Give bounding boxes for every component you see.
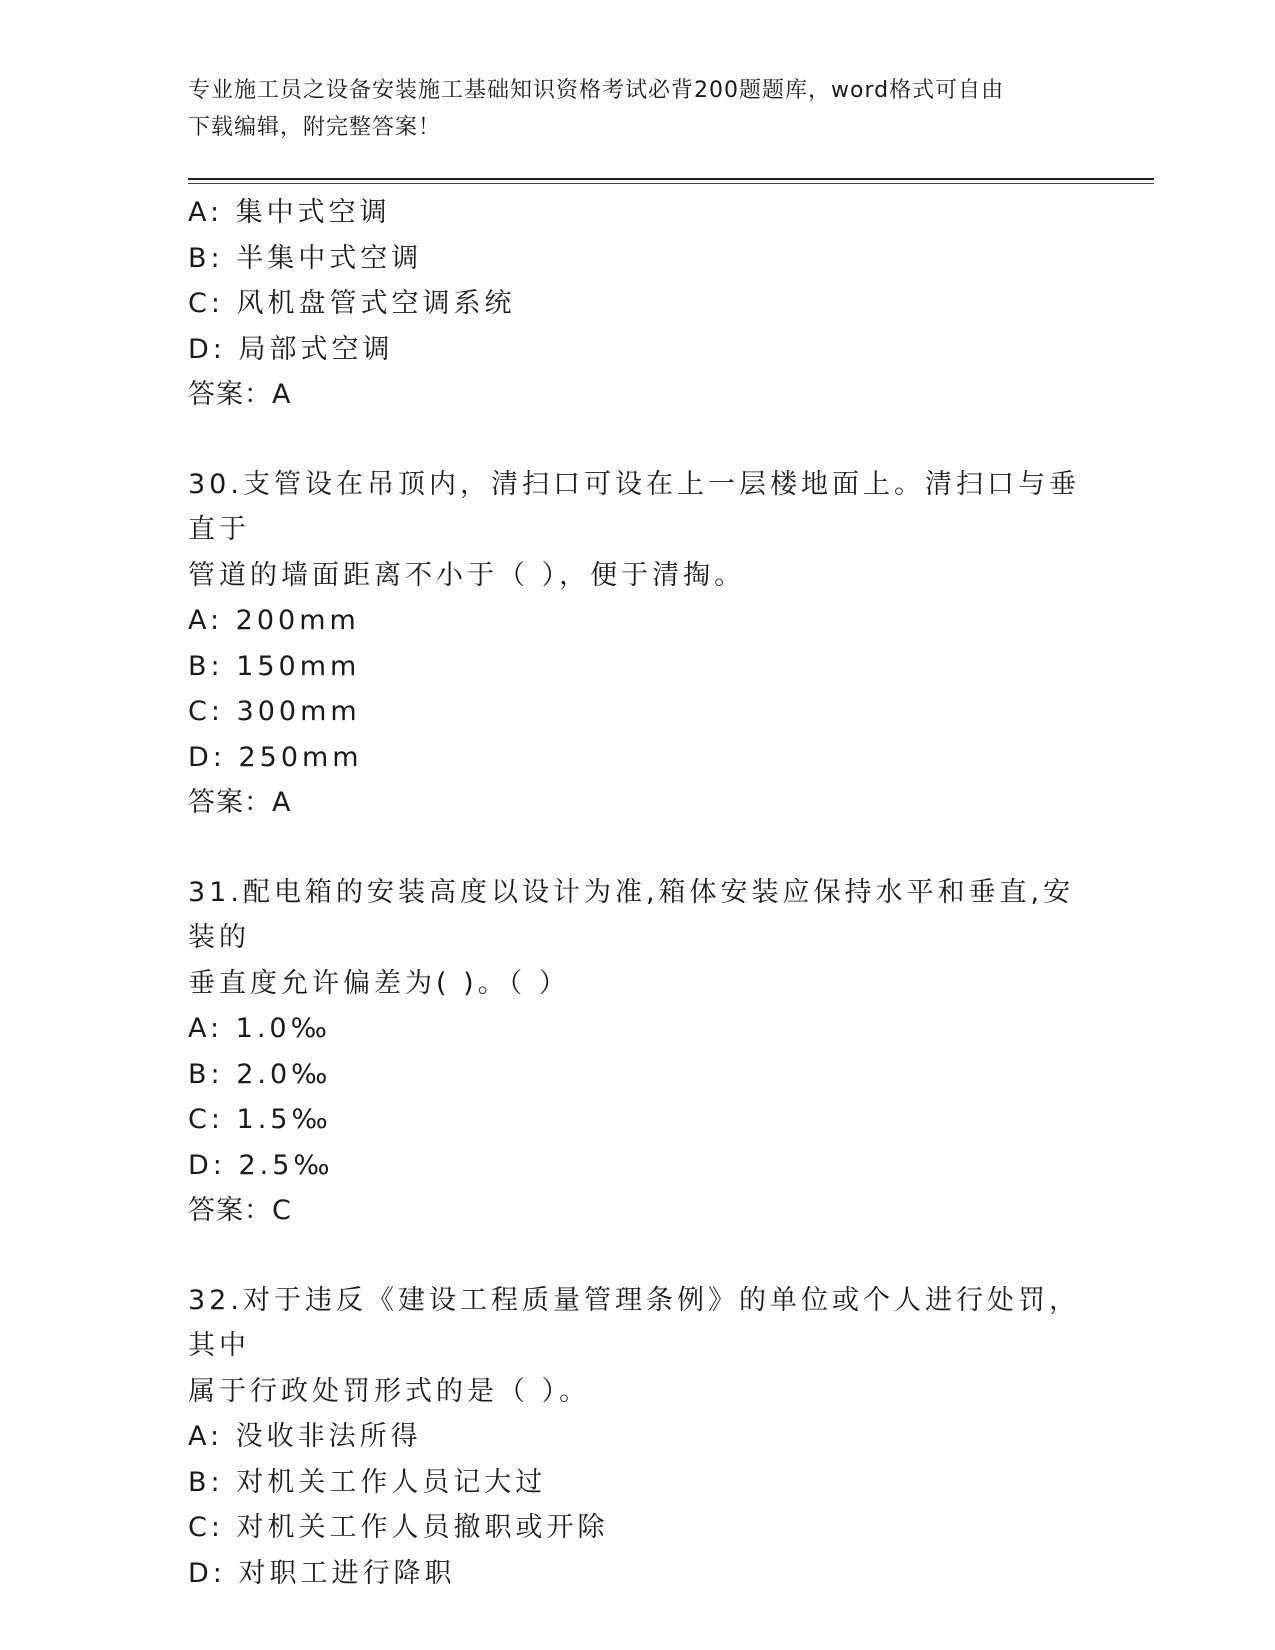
spacer <box>188 1234 1088 1278</box>
option-c: C: 300mm <box>188 696 361 727</box>
option-d: D: 250mm <box>188 741 363 773</box>
spacer <box>188 418 1088 462</box>
option-b: B: 150mm <box>188 650 361 682</box>
option-c: C: 风机盘管式空调系统 <box>188 288 516 319</box>
header-divider-thick <box>188 178 1154 180</box>
question-text-line-2: 属于行政处罚形式的是（ ）。 <box>188 1375 591 1407</box>
option-a: A: 没收非法所得 <box>188 1421 422 1452</box>
question-text-line-2: 垂直度允许偏差为( )。（ ） <box>188 967 570 999</box>
option-a: A: 200mm <box>188 605 360 636</box>
question-32 <box>188 1278 1088 1597</box>
question-text-line-1: 30.支管设在吊顶内，清扫口可设在上一层楼地面上。清扫口与垂直于 <box>188 468 1080 545</box>
option-c: C: 对机关工作人员撤职或开除 <box>188 1512 609 1543</box>
header-line-2: 下载编辑，附完整答案！ <box>188 115 442 140</box>
question-31 <box>188 870 1088 1234</box>
spacer <box>188 826 1088 870</box>
answer: 答案：A <box>188 787 292 818</box>
header-line-1: 专业施工员之设备安装施工基础知识资格考试必背200题题库，word格式可自由 <box>188 78 1005 103</box>
document-header <box>188 72 1068 146</box>
header-divider-thin <box>188 183 1154 184</box>
question-text-line-1: 32.对于违反《建设工程质量管理条例》的单位或个人进行处罚，其中 <box>188 1284 1080 1361</box>
option-d: D: 局部式空调 <box>188 333 394 365</box>
option-b: B: 2.0‰ <box>188 1058 332 1090</box>
answer: 答案：C <box>188 1195 292 1226</box>
option-d: D: 2.5‰ <box>188 1149 334 1181</box>
answer: 答案：A <box>188 379 292 410</box>
option-a: A: 集中式空调 <box>188 197 391 228</box>
option-d: D: 对职工进行降职 <box>188 1557 456 1589</box>
question-29-partial <box>188 190 1088 418</box>
question-list <box>188 190 1088 1596</box>
option-b: B: 对机关工作人员记大过 <box>188 1466 547 1498</box>
option-a: A: 1.0‰ <box>188 1013 331 1044</box>
question-text-line-2: 管道的墙面距离不小于（ ），便于清掏。 <box>188 559 746 591</box>
question-text-line-1: 31.配电箱的安装高度以设计为准,箱体安装应保持水平和垂直,安装的 <box>188 876 1075 953</box>
option-c: C: 1.5‰ <box>188 1104 332 1135</box>
question-30 <box>188 462 1088 826</box>
option-b: B: 半集中式空调 <box>188 242 423 274</box>
